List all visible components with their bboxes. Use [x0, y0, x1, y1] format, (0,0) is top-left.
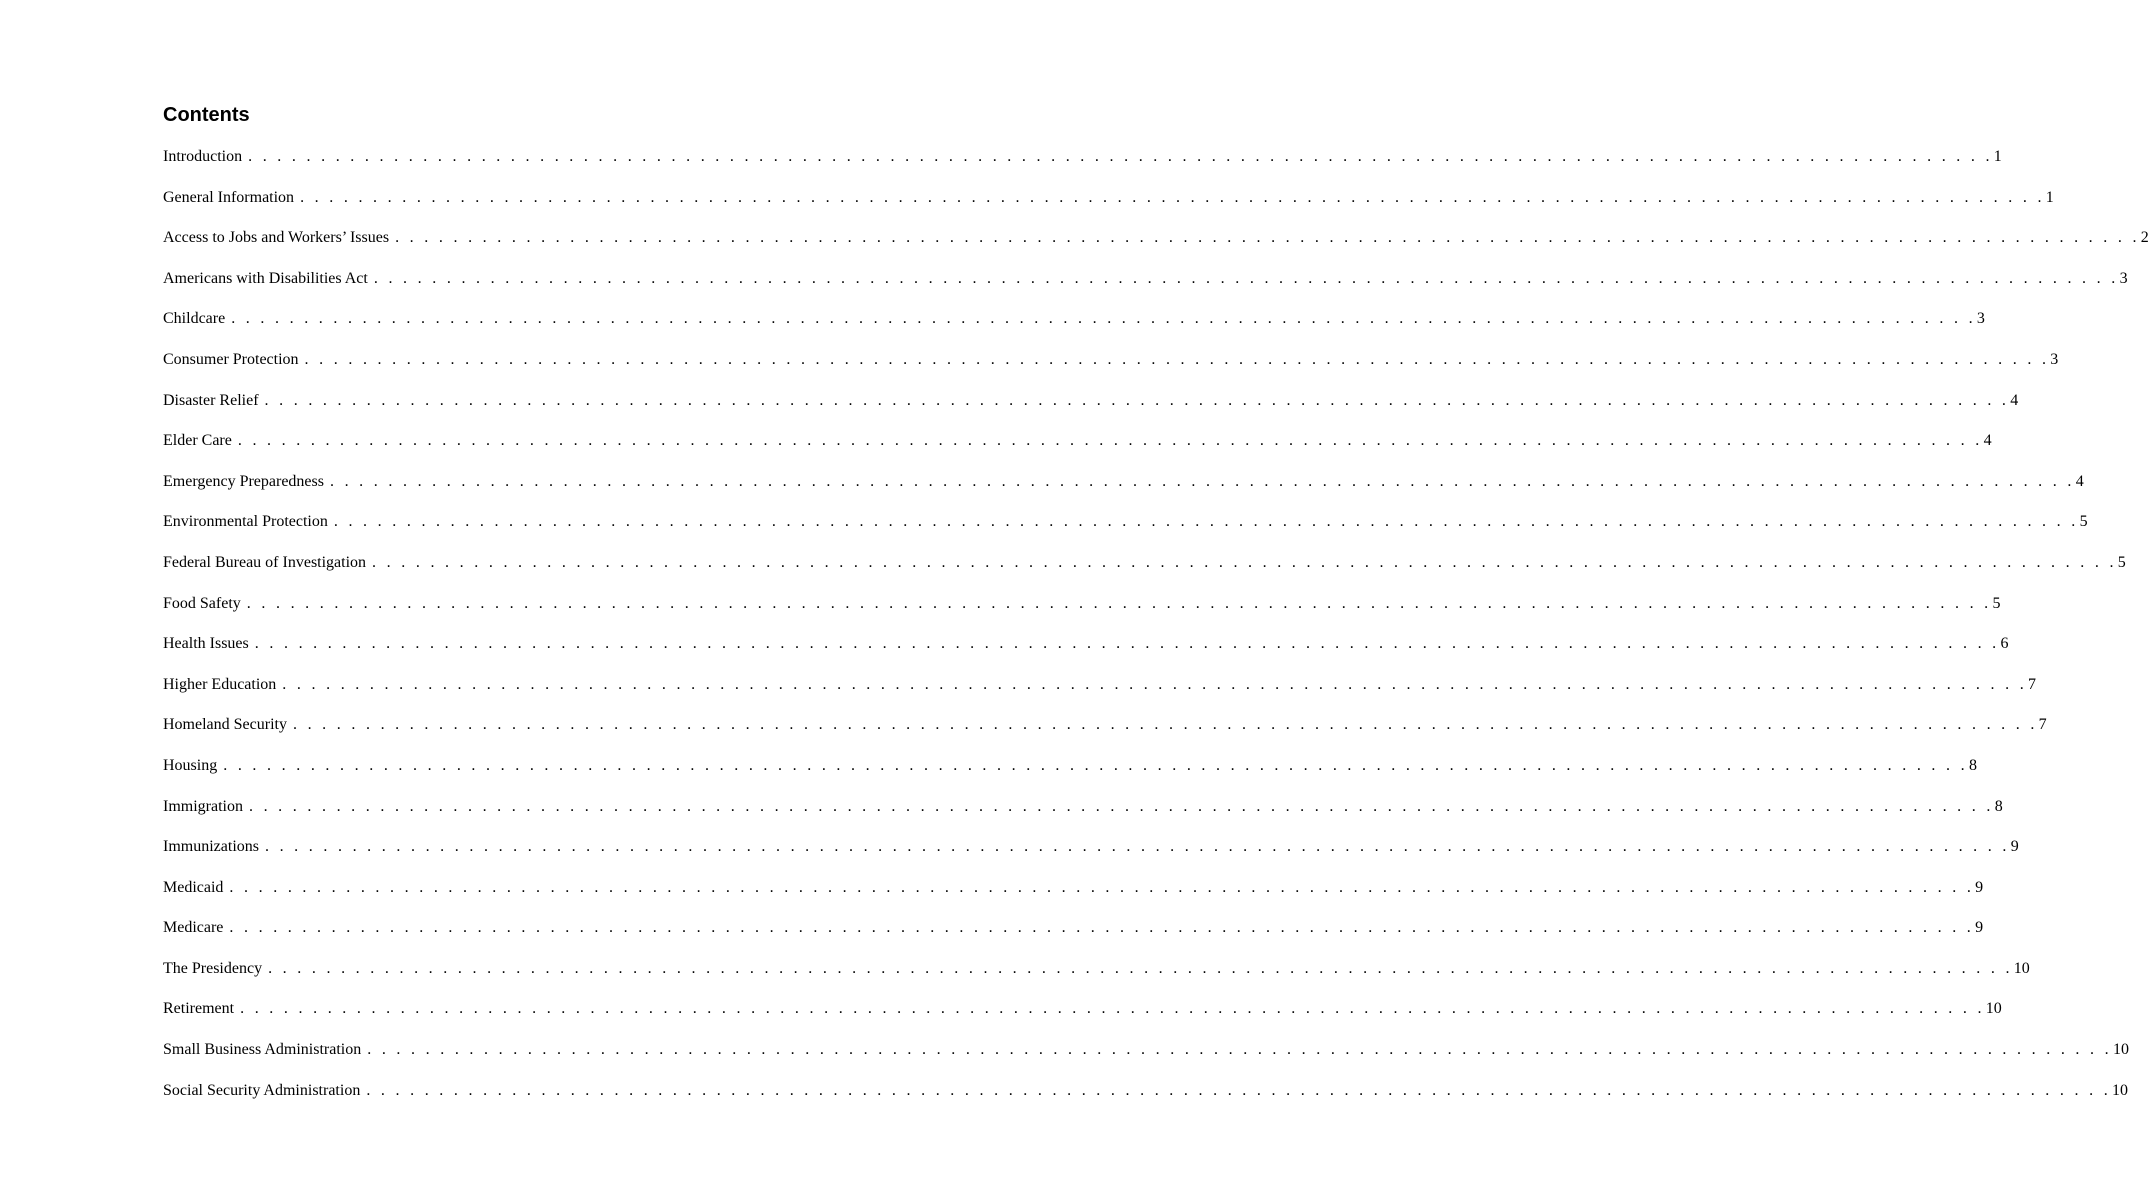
toc-entry-title: Emergency Preparedness [163, 472, 324, 490]
contents-heading: Contents [163, 104, 250, 126]
table-of-contents [163, 145, 2149, 1119]
toc-entry-title: Immigration [163, 797, 243, 815]
toc-entry-title: Health Issues [163, 635, 249, 653]
toc-entry[interactable] [163, 916, 1984, 957]
toc-entry-page-number: 1 [1993, 148, 2002, 165]
toc-entry-page-number: 9 [1975, 919, 1984, 937]
toc-entry-title: Federal Bureau of Investigation [163, 553, 367, 571]
toc-entry[interactable] [163, 348, 2059, 389]
toc-entry[interactable] [163, 592, 2001, 633]
toc-entry-title: Small Business Administration [163, 1041, 362, 1059]
toc-entry-title: Introduction [163, 148, 243, 165]
toc-entry-page-number: 9 [2010, 838, 2019, 856]
toc-dot-leader: . . . . . . . . . . . . . . . . . . . . . . . . . . . . . . . . . . . . . . . . . . . . . . . . . . . . . . . . . . . . . . . . . . . . . . . . . . . . . . . . . . . . . . . . . . . . . . . . . . . . . . . . . . . . . . . . . . . . . . . . [304, 350, 2050, 368]
toc-entry[interactable] [163, 876, 1984, 917]
toc-entry-title: Higher Education [163, 675, 277, 693]
toc-entry[interactable] [163, 389, 2019, 430]
toc-entry[interactable] [163, 754, 1977, 795]
toc-entry-title: General Information [163, 188, 295, 206]
toc-entry-page-number: 10 [2112, 1081, 2129, 1099]
toc-dot-leader: . . . . . . . . . . . . . . . . . . . . . . . . . . . . . . . . . . . . . . . . . . . . . . . . . . . . . . . . . . . . . . . . . . . . . . . . . . . . . . . . . . . . . . . . . . . . . . . . . . . . . . . . . . . . . . . . . . . . . . . . [231, 310, 1976, 328]
toc-entry-page-number: 8 [1994, 797, 2003, 815]
toc-dot-leader: . . . . . . . . . . . . . . . . . . . . . . . . . . . . . . . . . . . . . . . . . . . . . . . . . . . . . . . . . . . . . . . . . . . . . . . . . . . . . . . . . . . . . . . . . . . . . . . . . . . . . . . . . . . . . . . . . . . . . . . . [229, 878, 1975, 896]
toc-dot-leader: . . . . . . . . . . . . . . . . . . . . . . . . . . . . . . . . . . . . . . . . . . . . . . . . . . . . . . . . . . . . . . . . . . . . . . . . . . . . . . . . . . . . . . . . . . . . . . . . . . . . . . . . . . . . . . . . . . . . . . . . [366, 1081, 2112, 1099]
toc-dot-leader: . . . . . . . . . . . . . . . . . . . . . . . . . . . . . . . . . . . . . . . . . . . . . . . . . . . . . . . . . . . . . . . . . . . . . . . . . . . . . . . . . . . . . . . . . . . . . . . . . . . . . . . . . . . . . . . . . . . . . . . . [254, 635, 2000, 653]
toc-entry[interactable] [163, 226, 2149, 267]
toc-dot-leader: . . . . . . . . . . . . . . . . . . . . . . . . . . . . . . . . . . . . . . . . . . . . . . . . . . . . . . . . . . . . . . . . . . . . . . . . . . . . . . . . . . . . . . . . . . . . . . . . . . . . . . . . . . . . . . . . . . . . . . . . [372, 553, 2117, 571]
toc-entry-page-number: 4 [1983, 432, 1992, 450]
toc-entry-page-number: 10 [1985, 1000, 2002, 1018]
toc-entry-page-number: 5 [2079, 513, 2088, 531]
toc-entry[interactable] [163, 673, 2036, 714]
toc-entry-title: Environmental Protection [163, 513, 328, 531]
toc-entry-page-number: 10 [2112, 1041, 2129, 1059]
toc-entry-page-number: 3 [2119, 269, 2128, 287]
toc-entry-page-number: 10 [2013, 959, 2030, 977]
toc-entry-page-number: 2 [2140, 229, 2149, 247]
toc-entry-page-number: 9 [1975, 878, 1984, 896]
toc-entry[interactable] [163, 429, 1992, 470]
toc-entry-title: Americans with Disabilities Act [163, 269, 368, 287]
toc-entry-title: Food Safety [163, 594, 241, 612]
toc-entry[interactable] [163, 307, 1985, 348]
toc-dot-leader: . . . . . . . . . . . . . . . . . . . . . . . . . . . . . . . . . . . . . . . . . . . . . . . . . . . . . . . . . . . . . . . . . . . . . . . . . . . . . . . . . . . . . . . . . . . . . . . . . . . . . . . . . . . . . . . . . . . . . . . . [264, 391, 2010, 409]
toc-dot-leader: . . . . . . . . . . . . . . . . . . . . . . . . . . . . . . . . . . . . . . . . . . . . . . . . . . . . . . . . . . . . . . . . . . . . . . . . . . . . . . . . . . . . . . . . . . . . . . . . . . . . . . . . . . . . . . . . . . . . . . . . [240, 1000, 1985, 1018]
toc-entry[interactable] [163, 795, 2003, 836]
toc-entry-page-number: 1 [2045, 188, 2054, 206]
toc-entry-page-number: 6 [2000, 635, 2009, 653]
toc-dot-leader: . . . . . . . . . . . . . . . . . . . . . . . . . . . . . . . . . . . . . . . . . . . . . . . . . . . . . . . . . . . . . . . . . . . . . . . . . . . . . . . . . . . . . . . . . . . . . . . . . . . . . . . . . . . . . . . . . . . . . . . . [373, 269, 2119, 287]
toc-entry[interactable] [163, 957, 2030, 998]
toc-dot-leader: . . . . . . . . . . . . . . . . . . . . . . . . . . . . . . . . . . . . . . . . . . . . . . . . . . . . . . . . . . . . . . . . . . . . . . . . . . . . . . . . . . . . . . . . . . . . . . . . . . . . . . . . . . . . . . . . . . . . . . . . [268, 959, 2013, 977]
toc-dot-leader: . . . . . . . . . . . . . . . . . . . . . . . . . . . . . . . . . . . . . . . . . . . . . . . . . . . . . . . . . . . . . . . . . . . . . . . . . . . . . . . . . . . . . . . . . . . . . . . . . . . . . . . . . . . . . . . . . . . . . . . . [237, 432, 1983, 450]
toc-entry-title: Housing [163, 756, 218, 774]
toc-entry-page-number: 8 [1968, 756, 1977, 774]
toc-entry-page-number: 5 [2117, 553, 2126, 571]
toc-entry-title: The Presidency [163, 959, 263, 977]
toc-dot-leader: . . . . . . . . . . . . . . . . . . . . . . . . . . . . . . . . . . . . . . . . . . . . . . . . . . . . . . . . . . . . . . . . . . . . . . . . . . . . . . . . . . . . . . . . . . . . . . . . . . . . . . . . . . . . . . . . . . . . . . . . [367, 1041, 2112, 1059]
toc-entry[interactable] [163, 470, 2084, 511]
toc-dot-leader: . . . . . . . . . . . . . . . . . . . . . . . . . . . . . . . . . . . . . . . . . . . . . . . . . . . . . . . . . . . . . . . . . . . . . . . . . . . . . . . . . . . . . . . . . . . . . . . . . . . . . . . . . . . . . . . . . . . . . . . . [300, 188, 2045, 206]
toc-dot-leader: . . . . . . . . . . . . . . . . . . . . . . . . . . . . . . . . . . . . . . . . . . . . . . . . . . . . . . . . . . . . . . . . . . . . . . . . . . . . . . . . . . . . . . . . . . . . . . . . . . . . . . . . . . . . . . . . . . . . . . . . [329, 472, 2075, 490]
toc-dot-leader: . . . . . . . . . . . . . . . . . . . . . . . . . . . . . . . . . . . . . . . . . . . . . . . . . . . . . . . . . . . . . . . . . . . . . . . . . . . . . . . . . . . . . . . . . . . . . . . . . . . . . . . . . . . . . . . . . . . . . . . . [395, 229, 2140, 247]
toc-entry-title: Elder Care [163, 432, 232, 450]
toc-entry-title: Social Security Administration [163, 1081, 361, 1099]
toc-entry-title: Disaster Relief [163, 391, 259, 409]
toc-entry-title: Retirement [163, 1000, 235, 1018]
toc-dot-leader: . . . . . . . . . . . . . . . . . . . . . . . . . . . . . . . . . . . . . . . . . . . . . . . . . . . . . . . . . . . . . . . . . . . . . . . . . . . . . . . . . . . . . . . . . . . . . . . . . . . . . . . . . . . . . . . . . . . . . . . . [292, 716, 2038, 734]
toc-entry-page-number: 5 [1992, 594, 2001, 612]
toc-entry-title: Medicaid [163, 878, 224, 896]
toc-entry[interactable] [163, 997, 2002, 1038]
toc-dot-leader: . . . . . . . . . . . . . . . . . . . . . . . . . . . . . . . . . . . . . . . . . . . . . . . . . . . . . . . . . . . . . . . . . . . . . . . . . . . . . . . . . . . . . . . . . . . . . . . . . . . . . . . . . . . . . . . . . . . . . . . . [223, 756, 1968, 774]
toc-entry-page-number: 4 [2075, 472, 2084, 490]
toc-dot-leader: . . . . . . . . . . . . . . . . . . . . . . . . . . . . . . . . . . . . . . . . . . . . . . . . . . . . . . . . . . . . . . . . . . . . . . . . . . . . . . . . . . . . . . . . . . . . . . . . . . . . . . . . . . . . . . . . . . . . . . . . [248, 797, 1994, 815]
toc-entry[interactable] [163, 835, 2019, 876]
toc-dot-leader: . . . . . . . . . . . . . . . . . . . . . . . . . . . . . . . . . . . . . . . . . . . . . . . . . . . . . . . . . . . . . . . . . . . . . . . . . . . . . . . . . . . . . . . . . . . . . . . . . . . . . . . . . . . . . . . . . . . . . . . . [229, 919, 1975, 937]
toc-entry[interactable] [163, 510, 2088, 551]
toc-entry-title: Medicare [163, 919, 224, 937]
toc-entry-page-number: 3 [2050, 350, 2059, 368]
toc-entry[interactable] [163, 1079, 2129, 1120]
toc-entry[interactable] [163, 551, 2126, 592]
toc-entry-title: Homeland Security [163, 716, 287, 734]
toc-entry-page-number: 7 [2028, 675, 2036, 693]
toc-entry-title: Childcare [163, 310, 226, 328]
toc-entry[interactable] [163, 186, 2054, 227]
toc-entry-page-number: 3 [1976, 310, 1985, 328]
toc-dot-leader: . . . . . . . . . . . . . . . . . . . . . . . . . . . . . . . . . . . . . . . . . . . . . . . . . . . . . . . . . . . . . . . . . . . . . . . . . . . . . . . . . . . . . . . . . . . . . . . . . . . . . . . . . . . . . . . . . . . . . . . . [246, 594, 1992, 612]
toc-entry[interactable] [163, 1038, 2129, 1079]
toc-entry-title: Consumer Protection [163, 350, 299, 368]
toc-entry-page-number: 7 [2038, 716, 2047, 734]
toc-dot-leader: . . . . . . . . . . . . . . . . . . . . . . . . . . . . . . . . . . . . . . . . . . . . . . . . . . . . . . . . . . . . . . . . . . . . . . . . . . . . . . . . . . . . . . . . . . . . . . . . . . . . . . . . . . . . . . . . . . . . . . . . [248, 148, 1993, 165]
toc-entry-page-number: 4 [2010, 391, 2019, 409]
toc-entry-title: Access to Jobs and Workers’ Issues [163, 229, 390, 247]
toc-entry-title: Immunizations [163, 838, 259, 856]
toc-entry[interactable] [163, 267, 2128, 308]
toc-dot-leader: . . . . . . . . . . . . . . . . . . . . . . . . . . . . . . . . . . . . . . . . . . . . . . . . . . . . . . . . . . . . . . . . . . . . . . . . . . . . . . . . . . . . . . . . . . . . . . . . . . . . . . . . . . . . . . . . . . . . . . . . [333, 513, 2079, 531]
toc-dot-leader: . . . . . . . . . . . . . . . . . . . . . . . . . . . . . . . . . . . . . . . . . . . . . . . . . . . . . . . . . . . . . . . . . . . . . . . . . . . . . . . . . . . . . . . . . . . . . . . . . . . . . . . . . . . . . . . . . . . . . . . . [264, 838, 2010, 856]
toc-entry[interactable] [163, 145, 2002, 186]
toc-entry[interactable] [163, 632, 2009, 673]
toc-entry[interactable] [163, 713, 2047, 754]
toc-dot-leader: . . . . . . . . . . . . . . . . . . . . . . . . . . . . . . . . . . . . . . . . . . . . . . . . . . . . . . . . . . . . . . . . . . . . . . . . . . . . . . . . . . . . . . . . . . . . . . . . . . . . . . . . . . . . . . . . . . . . . . . . [282, 675, 2027, 693]
